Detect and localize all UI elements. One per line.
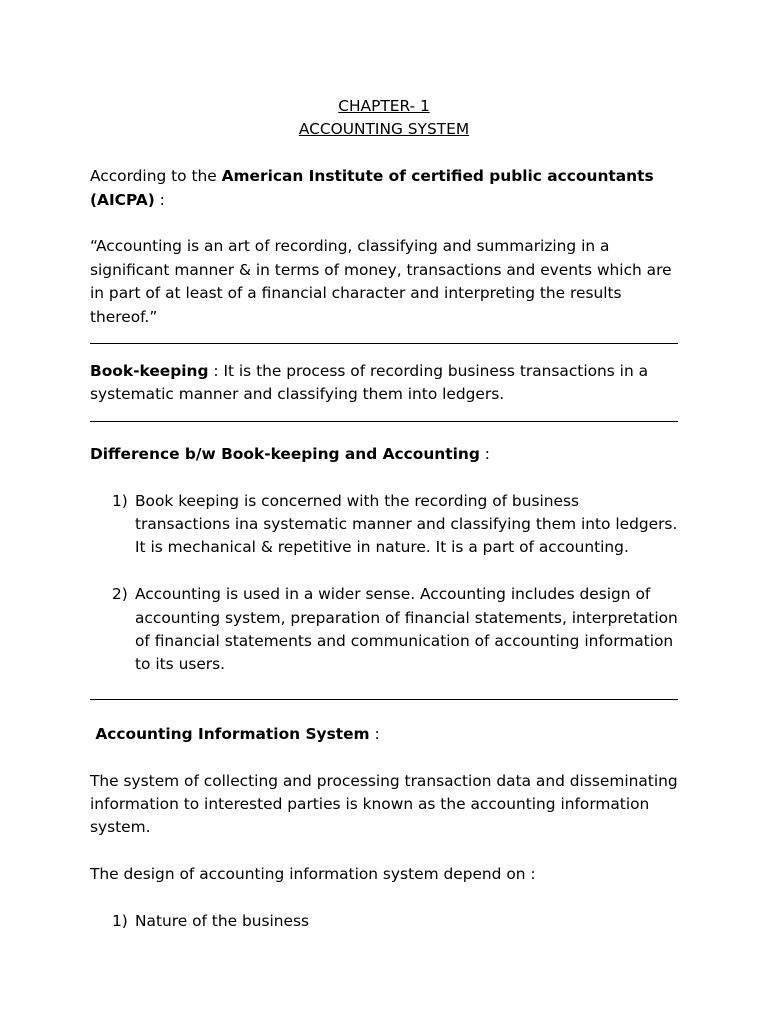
ais-design-intro: The design of accounting information system depend on :	[90, 865, 536, 884]
ais-definition: The system of collecting and processing transaction data and disseminating information to interested parties is known as the accounting information system.	[90, 771, 678, 837]
list-item-text: Book keeping is concerned with the recording of business transactions ina systematic manner and classifying them into ledgers. It is mechanical & repetitive in nature. It is a part of accounting.	[135, 491, 678, 557]
chapter-number: CHAPTER- 1	[338, 97, 430, 115]
document-page	[90, 95, 678, 933]
aicpa-name: American Institute of certified public accountants (AICPA)	[90, 167, 654, 209]
ais-heading: Accounting Information System :	[90, 724, 380, 743]
bookkeeping-term: Book-keeping	[90, 362, 209, 381]
chapter-title: ACCOUNTING SYSTEM	[298, 120, 470, 139]
list-item	[90, 910, 678, 933]
list-number: 1)	[112, 491, 128, 510]
bookkeeping-definition: Book-keeping : It is the process of recording business transactions in a systematic manner and classifying them into ledgers.	[90, 362, 649, 404]
accounting-definition-quote: “Accounting is an art of recording, classifying and summarizing in a significant manner & in terms of money, transactions and events which are in part of at least of a financial character and interpreting the results thereof.”	[90, 237, 672, 326]
difference-heading: Difference b/w Book-keeping and Accounting :	[90, 444, 490, 463]
list-number: 1)	[112, 912, 128, 931]
definition-source: According to the American Institute of certified public accountants (AICPA) :	[90, 167, 654, 209]
list-item	[90, 583, 678, 677]
list-item-text: Nature of the business	[135, 912, 310, 931]
list-item	[90, 490, 678, 560]
list-item-text: Accounting is used in a wider sense. Accounting includes design of accounting system, preparation of financial statements, interpretation of financial statements and communication of accounting information to its users.	[135, 585, 678, 674]
list-number: 2)	[112, 585, 128, 604]
